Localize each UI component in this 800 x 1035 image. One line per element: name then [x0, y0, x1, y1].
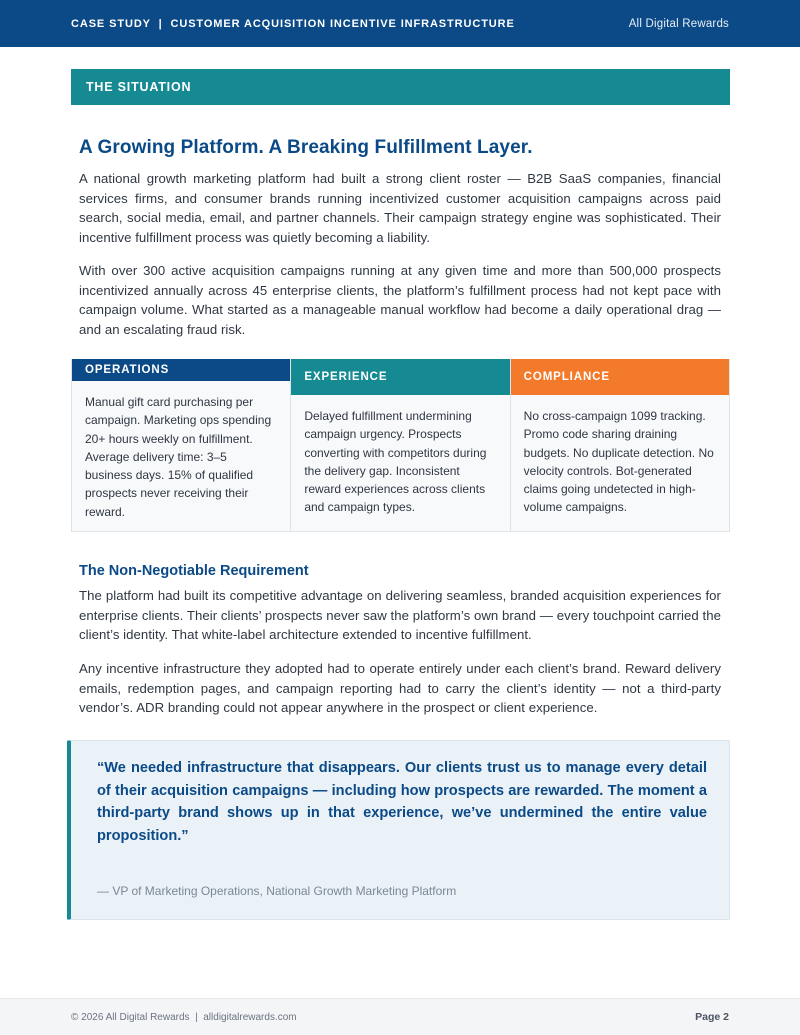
footer-copyright: © 2026 All Digital Rewards | alldigitalrewards.com: [71, 1011, 297, 1023]
compliance-column: [510, 359, 729, 531]
pull-quote: [67, 740, 730, 920]
experience-column-text: Delayed fulfillment undermining campaign urgency. Prospects converting with competitors during the delivery gap. Inconsistent reward experiences across clients and campaign types.: [291, 395, 509, 531]
quote-text: “We needed infrastructure that disappears. Our clients trust us to manage every detail of their acquisition campaigns — including how prospects are rewarded. The moment a third-party brand shows up in that experience, we’ve undermined the entire value proposition.”: [97, 760, 707, 844]
scale-paragraph: With over 300 active acquisition campaigns running at any given time and more than 500,000 prospects incentivized annually across 45 enterprise clients, the platform’s fulfillment process had not kept pace with campaign volume. What started as a manageable manual workflow had become a daily operational drag — and an escalating fraud risk.: [79, 263, 721, 337]
experience-column-header: EXPERIENCE: [291, 359, 509, 395]
compliance-column-text: No cross-campaign 1099 tracking. Promo code sharing draining budgets. No duplicate detection. No velocity controls. Bot-generated claims going undetected in high-volume campaigns.: [511, 395, 729, 531]
page-footer: [0, 998, 800, 1035]
operations-column-header: OPERATIONS: [72, 359, 290, 381]
intro-paragraph: A national growth marketing platform had built a strong client roster — B2B SaaS companies, financial services firms, and consumer brands running incentivized customer acquisition campaigns across paid search, social media, email, and partner channels. Their campaign strategy engine was sophisticated. Their incentive fulfillment process was quietly becoming a liability.: [79, 171, 721, 245]
requirement-heading: The Non-Negotiable Requirement: [79, 563, 309, 579]
case-study-title: CASE STUDY | CUSTOMER ACQUISITION INCENTIVE INFRASTRUCTURE: [71, 17, 515, 30]
section-label: THE SITUATION: [86, 80, 192, 94]
quote-attribution: — VP of Marketing Operations, National Growth Marketing Platform: [97, 884, 457, 898]
page-headline: A Growing Platform. A Breaking Fulfillment Layer.: [79, 137, 533, 158]
brand-name: All Digital Rewards: [628, 17, 729, 30]
requirement-paragraph-2: Any incentive infrastructure they adopted had to operate entirely under each client’s brand. Reward delivery emails, redemption pages, and campaign reporting had to carry the client’s identity — not a third-party vendor’s. ADR branding could not appear anywhere in the prospect or client experience.: [79, 661, 721, 716]
experience-column: [290, 359, 509, 531]
section-heading-bar: [71, 69, 730, 105]
operations-column: [72, 359, 290, 531]
top-header-bar: [0, 0, 800, 47]
page-number: Page 2: [695, 1011, 729, 1023]
compliance-column-header: COMPLIANCE: [511, 359, 729, 395]
challenge-columns: [71, 359, 730, 532]
operations-column-text: Manual gift card purchasing per campaign. Marketing ops spending 20+ hours weekly on fulfillment. Average delivery time: 3–5 business days. 15% of qualified prospects never receiving their reward.: [72, 381, 290, 531]
requirement-paragraph-1: The platform had built its competitive advantage on delivering seamless, branded acquisition experiences for enterprise clients. Their clients’ prospects never saw the platform’s own brand — every touchpoint carried the client’s identity. That white-label architecture extended to incentive fulfillment.: [79, 588, 721, 643]
